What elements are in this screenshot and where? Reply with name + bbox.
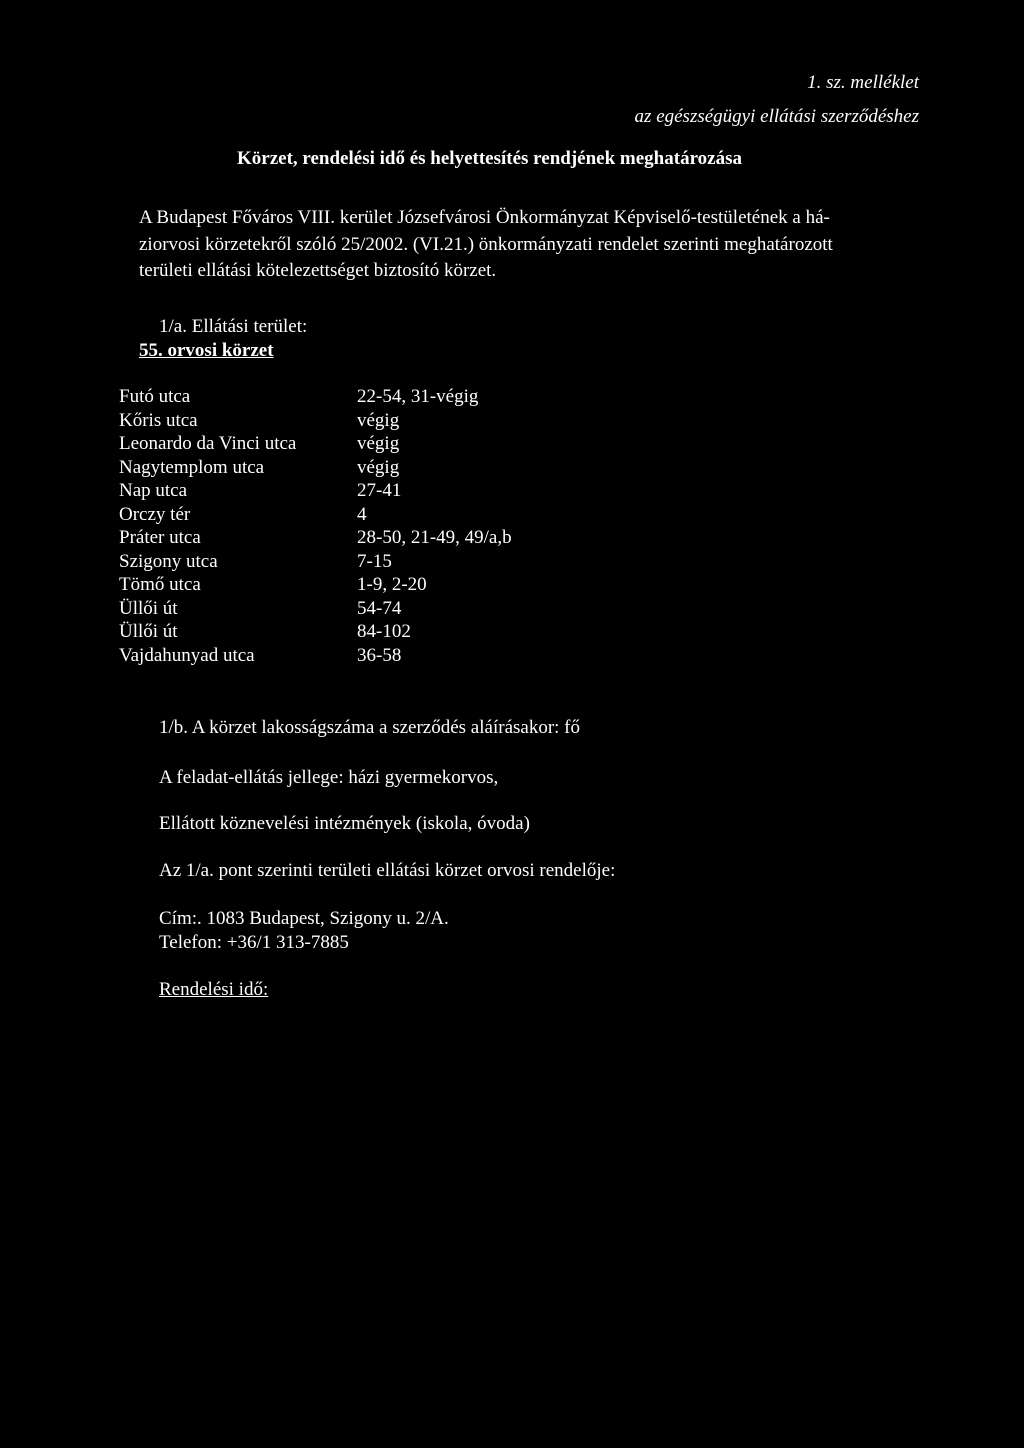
street-range: 84-102: [357, 621, 411, 642]
page-title: Körzet, rendelési idő és helyettesítés rendjének meghatározása: [237, 148, 742, 169]
street-range: 7-15: [357, 550, 392, 572]
institutions-line: Ellátott köznevelési intézmények (iskola, óvoda): [159, 813, 530, 834]
street-name: Tömő utca: [119, 574, 201, 595]
street-name: Nagytemplom utca: [119, 456, 265, 478]
street-name: Kőris utca: [119, 409, 198, 431]
street-range: végig: [357, 456, 400, 478]
intro-line-2: ziorvosi körzetekről szóló 25/2002. (VI.21.) önkormányzati rendelet szerinti meghatározott: [139, 233, 833, 255]
intro-paragraph: [139, 205, 919, 285]
section-1a-label: 1/a. Ellátási terület:: [159, 316, 308, 337]
street-range: 22-54, 31-végig: [357, 386, 479, 407]
office-address: Cím:. 1083 Budapest, Szigony u. 2/A.: [159, 908, 449, 929]
office-hours-label: Rendelési idő:: [159, 979, 269, 1000]
street-range: végig: [357, 409, 400, 431]
street-range: 1-9, 2-20: [357, 574, 427, 595]
intro-line-3: területi ellátási kötelezettséget biztosító körzet.: [139, 260, 497, 281]
street-name: Leonardo da Vinci utca: [119, 433, 297, 454]
street-name: Orczy tér: [119, 503, 191, 525]
street-name: Vajdahunyad utca: [119, 644, 255, 666]
annex-number: 1. sz. melléklet: [807, 72, 919, 93]
street-range: 36-58: [357, 644, 402, 666]
street-range: 54-74: [357, 597, 402, 619]
street-name: Szigony utca: [119, 550, 218, 572]
street-range: 28-50, 21-49, 49/a,b: [357, 527, 512, 548]
street-name: Futó utca: [119, 386, 191, 407]
street-name: Práter utca: [119, 527, 201, 548]
annex-subtitle: az egészségügyi ellátási szerződéshez: [634, 106, 919, 127]
office-phone: Telefon: +36/1 313-7885: [159, 932, 349, 953]
street-range: 4: [357, 503, 367, 525]
street-name: Üllői út: [119, 621, 178, 642]
street-range: 27-41: [357, 480, 402, 501]
street-range: végig: [357, 433, 400, 454]
district-heading: 55. orvosi körzet: [139, 340, 274, 361]
office-heading: Az 1/a. pont szerinti területi ellátási körzet orvosi rendelője:: [159, 860, 616, 881]
task-type-line: A feladat-ellátás jellege: házi gyermekorvos,: [159, 767, 499, 788]
population-line: 1/b. A körzet lakosságszáma a szerződés aláírásakor: fő: [159, 717, 581, 738]
street-name: Üllői út: [119, 597, 178, 619]
street-name: Nap utca: [119, 480, 188, 501]
intro-line-1: A Budapest Főváros VIII. kerület Józsefvárosi Önkormányzat Képviselő-testületének a há-: [139, 207, 830, 228]
